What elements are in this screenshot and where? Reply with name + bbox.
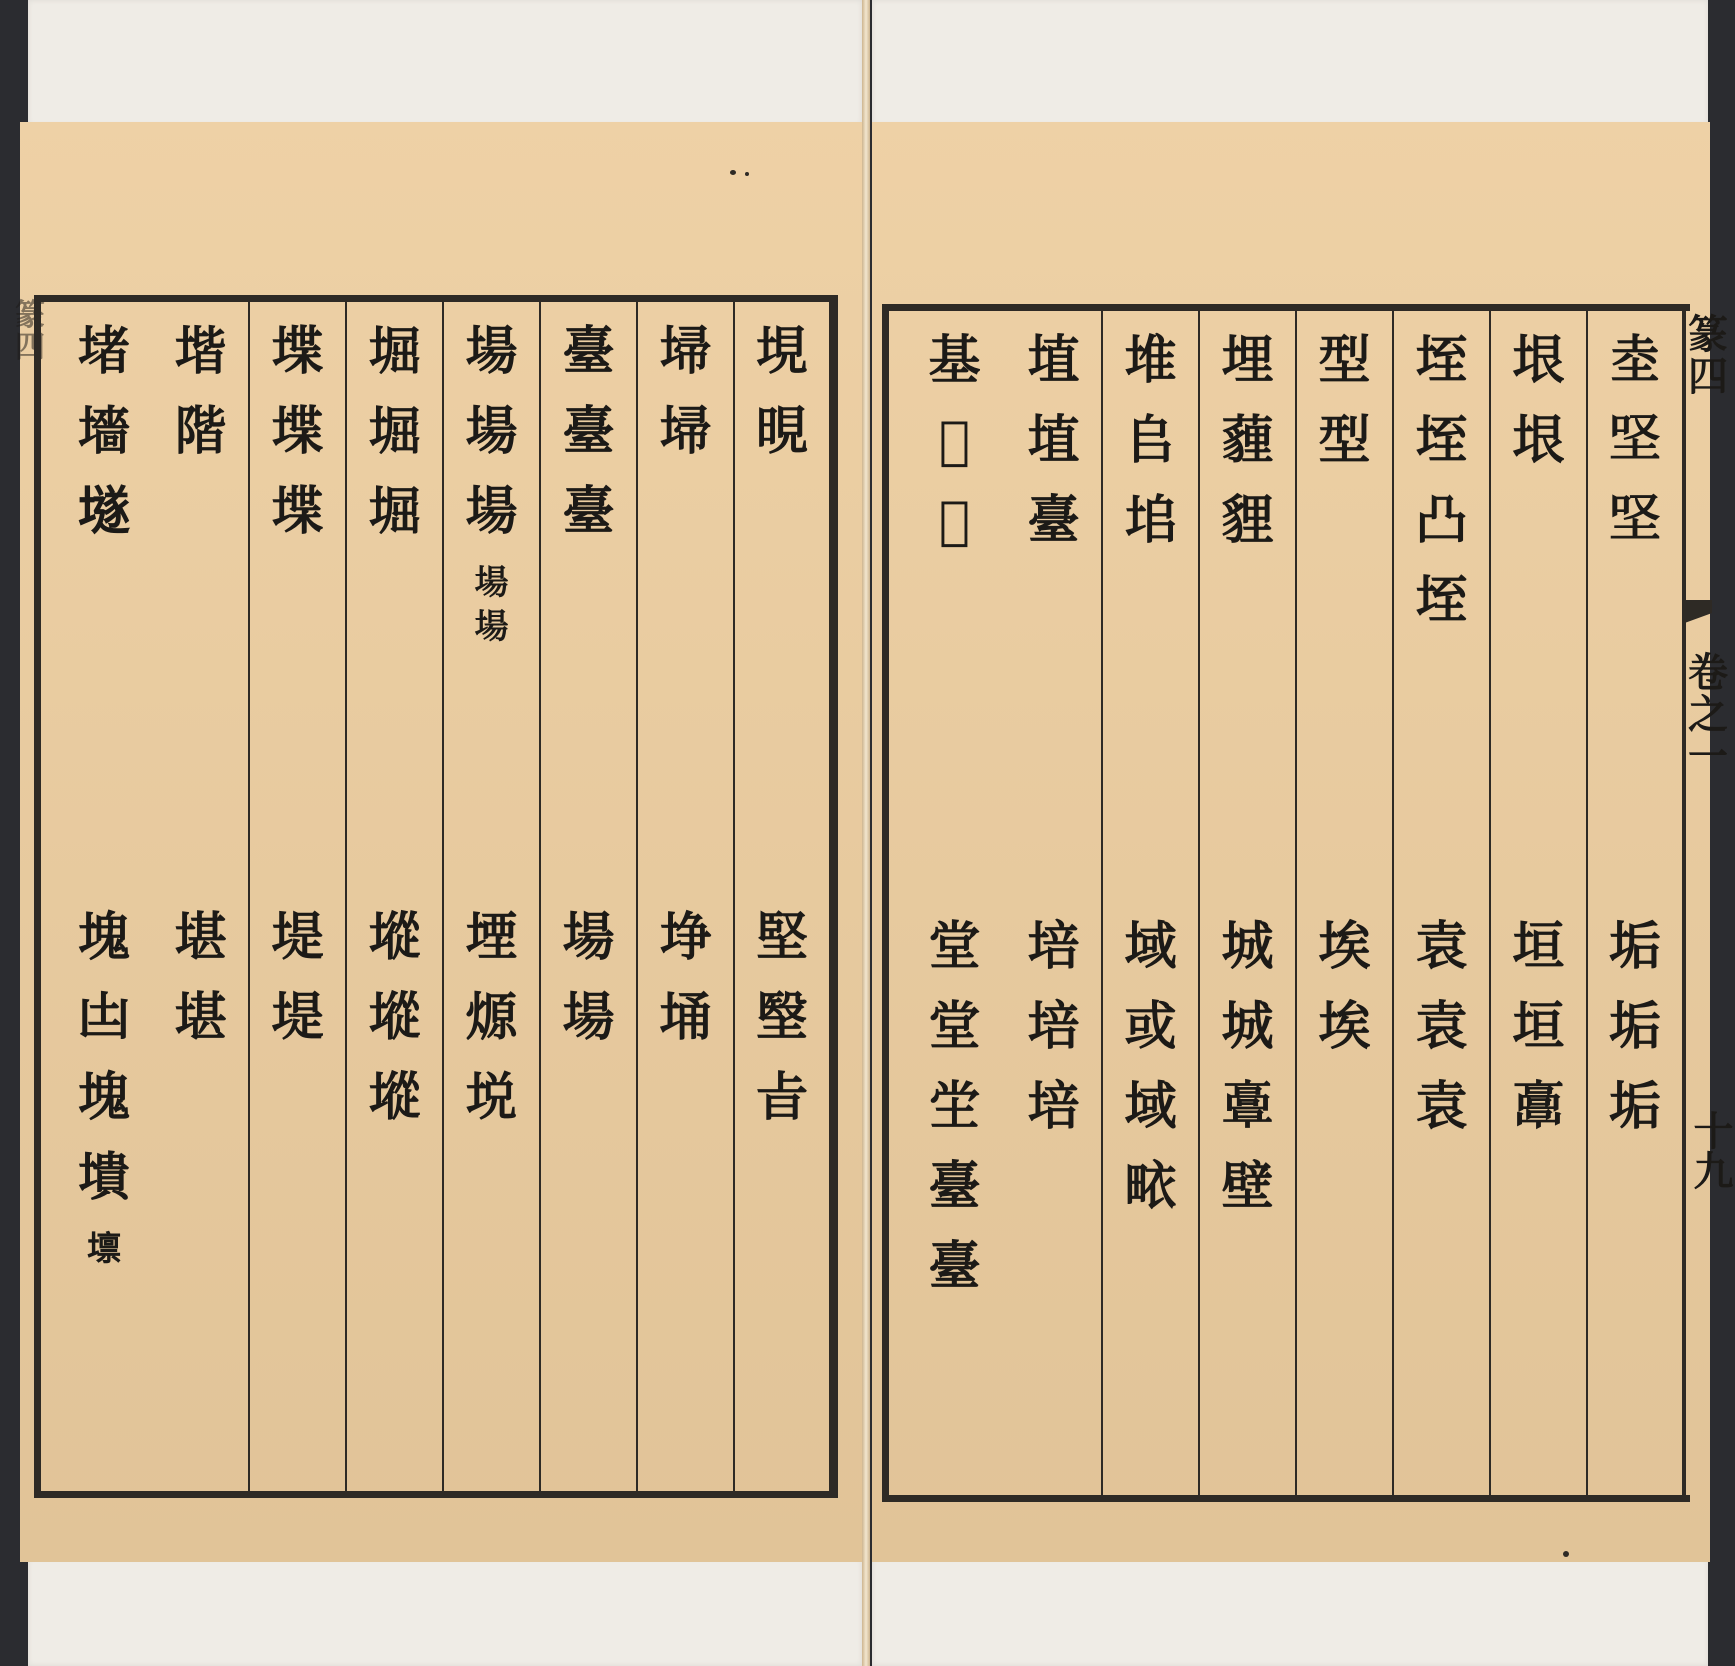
column-top-entries [250,321,345,566]
seal-character: 堂 [928,916,981,977]
column-bottom-entries [1200,916,1295,1241]
seal-character: 埇 [659,987,712,1048]
seal-character: 城 [1221,996,1274,1057]
seal-character: 㙂 [465,1067,518,1128]
seal-character: 場 [465,321,518,382]
seal-character: 埽 [659,401,712,462]
tissue-leaf-left-bottom [28,1558,862,1666]
seal-character: 型 [1318,330,1371,391]
seal-character: 堂 [928,996,981,1057]
column-bottom-entries [1006,916,1101,1161]
seal-character: 臺 [928,1236,981,1297]
seal-character: 袁 [1415,916,1468,977]
seal-character: 堅 [755,907,808,968]
left-column-1 [735,302,831,1491]
seal-character: 培 [1027,1076,1080,1137]
right-text-frame [882,304,1690,1502]
tissue-leaf-right [872,0,1708,125]
seal-character: 𡊮 [938,490,971,551]
ink-spot [745,172,749,176]
seal-character: 凷 [77,987,130,1048]
seal-character: 埴 [1027,330,1080,391]
seal-character: 㙡 [368,987,421,1048]
seal-character: 埃 [1318,996,1371,1057]
right-column-2 [1491,311,1588,1495]
seal-character: 坣 [928,1076,981,1137]
column-bottom-entries [250,907,345,1072]
column-bottom-entries [347,907,442,1152]
tissue-leaf-right-bottom [872,1558,1708,1666]
seal-character: 堞 [271,481,324,542]
seal-character: 垤 [1415,570,1468,631]
seal-character: 堙 [465,907,518,968]
seal-character: 堦 [174,321,227,382]
seal-character: 垣 [1512,916,1565,977]
column-top-entries [153,321,248,486]
column-top-entries [1297,330,1392,495]
left-column-2 [638,302,735,1491]
seal-character: 臺 [562,481,615,542]
seal-character: 㫖 [755,1067,808,1128]
seal-character: 臺 [562,401,615,462]
seal-character: 垢 [1608,916,1661,977]
seal-character-small: 場 [474,607,509,647]
seal-character: 域 [1124,916,1177,977]
column-top-entries [1491,330,1586,495]
seal-character: 袁 [1415,996,1468,1057]
seal-character: 階 [174,401,227,462]
seal-character: 臺 [928,1156,981,1217]
column-top-entries [347,321,442,566]
seal-character: 袁 [1415,1076,1468,1137]
seal-character: 垤 [1415,410,1468,471]
seal-character: 型 [1318,410,1371,471]
seal-character: 場 [562,907,615,968]
seal-character: 𩫏 [1221,1076,1274,1137]
right-column-8 [903,311,1006,1495]
right-column-1 [1588,311,1684,1495]
seal-character: 場 [465,401,518,462]
right-column-3 [1394,311,1491,1495]
seal-character: 培 [1027,916,1080,977]
seal-character: 堞 [271,321,324,382]
right-column-5 [1200,311,1297,1495]
seal-character: 𩫖 [1512,1076,1565,1137]
ink-spot [1563,1551,1569,1557]
seal-character: 墤 [77,1147,130,1208]
seal-character: 𠂤 [1124,410,1177,471]
seal-character: 晛 [755,401,808,462]
column-top-entries [1588,330,1682,575]
column-top-entries [1103,330,1198,575]
seal-character: 𡊮 [938,410,971,471]
fold-title: 篆 四 [1688,311,1728,400]
seal-character: 堤 [271,907,324,968]
seal-character: 域 [1124,1076,1177,1137]
column-top-entries [541,321,636,566]
column-bottom-entries [55,907,153,1276]
seal-character: 埽 [659,321,712,382]
seal-character: 垷 [755,321,808,382]
seal-character: 堆 [1124,330,1177,391]
seal-character: 堞 [271,401,324,462]
book-spine [862,0,870,1666]
column-top-entries [903,330,1006,575]
left-column-4 [444,302,541,1491]
left-edge-label: 篆 四 [15,298,45,365]
seal-character: 城 [1221,916,1274,977]
seal-character: 垣 [1512,996,1565,1057]
seal-character: 堀 [368,401,421,462]
seal-character: 臺 [562,321,615,382]
seal-character: 㙠 [755,987,808,1048]
left-column-6 [250,302,347,1491]
right-column-7 [1006,311,1103,1495]
seal-character: 垢 [1608,1076,1661,1137]
seal-character: 垖 [1124,490,1177,551]
seal-character: 垢 [1608,996,1661,1057]
seal-character: 垠 [1512,410,1565,471]
left-column-5 [347,302,444,1491]
seal-character: 坴 [1608,330,1661,391]
seal-character: 塊 [77,1067,130,1128]
column-bottom-entries [1394,916,1489,1161]
column-bottom-entries [444,907,539,1152]
seal-character: 堀 [368,321,421,382]
seal-character: 場 [562,987,615,1048]
fish-tail-mark [1686,600,1712,640]
seal-character: 垠 [1512,330,1565,391]
column-top-entries [735,321,829,486]
seal-character: 垤 [1415,330,1468,391]
seal-character: 堤 [271,987,324,1048]
column-bottom-entries [903,916,1006,1321]
seal-character: 薶 [1221,410,1274,471]
column-bottom-entries [1491,916,1586,1161]
seal-character: 㙡 [368,1067,421,1128]
seal-character: 堀 [368,481,421,542]
column-top-entries [638,321,733,486]
seal-character: 堪 [174,987,227,1048]
seal-character: 畩 [1124,1156,1177,1217]
seal-character: 堪 [174,907,227,968]
seal-character: 場 [465,481,518,542]
ink-spot [730,170,736,175]
seal-character: 塊 [77,907,130,968]
seal-character: 基 [928,330,981,391]
right-column-4 [1297,311,1394,1495]
column-bottom-entries [735,907,829,1152]
fold-volume-label: 卷 之 一 [1688,649,1728,780]
column-top-entries [1006,330,1101,575]
column-bottom-entries [1297,916,1392,1081]
seal-character: 埃 [1318,916,1371,977]
seal-character: 培 [1027,996,1080,1057]
right-column-6 [1103,311,1200,1495]
seal-character: 𡊙 [1608,410,1661,471]
left-column-3 [541,302,638,1491]
seal-character: 貍 [1221,490,1274,551]
seal-character: 壁 [1221,1156,1274,1217]
left-column-8 [55,302,153,1491]
seal-character: 堵 [77,321,130,382]
column-bottom-entries [1103,916,1198,1241]
seal-character-small: 場 [474,563,509,603]
seal-character: 或 [1124,996,1177,1057]
column-bottom-entries [1588,916,1682,1161]
left-text-frame [34,295,838,1498]
seal-character: 𡊙 [1608,490,1661,551]
left-column-7 [153,302,250,1491]
seal-character: 墻 [77,401,130,462]
seal-character: 埴 [1027,410,1080,471]
seal-character: 𡑞 [77,481,130,542]
seal-character: 埋 [1221,330,1274,391]
seal-character: 㙡 [368,907,421,968]
seal-character: 臺 [1027,490,1080,551]
seal-character: 凸 [1415,490,1468,551]
column-top-entries [55,321,153,566]
seal-character: 埩 [659,907,712,968]
column-top-entries [1394,330,1489,655]
column-bottom-entries [541,907,636,1072]
column-bottom-entries [638,907,733,1072]
seal-character: 㷧 [465,987,518,1048]
tissue-leaf-left [28,0,862,125]
column-top-entries [1200,330,1295,575]
column-top-entries [444,321,539,654]
seal-character-small: 𡒄 [87,1229,121,1269]
page-number: 十九 [1687,1110,1734,1190]
column-bottom-entries [153,907,248,1072]
